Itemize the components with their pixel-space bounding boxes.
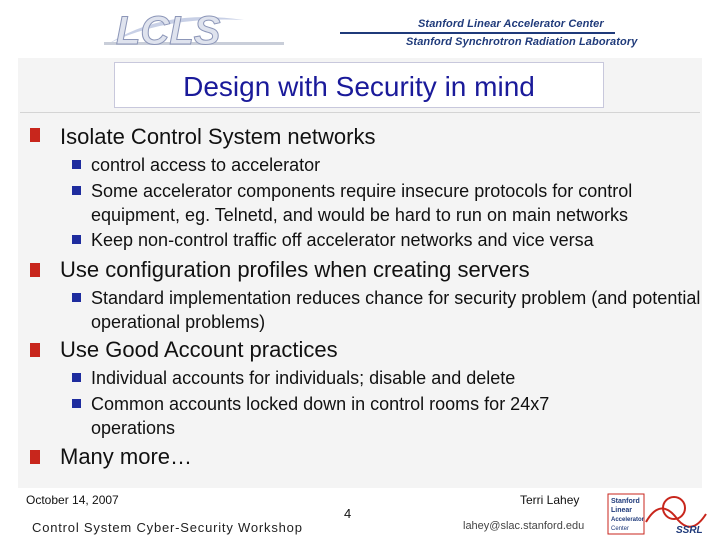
bullet-config-profiles: Use configuration profiles when creating servers xyxy=(60,257,530,282)
header-rule xyxy=(340,32,615,34)
sub-bullet-access: control access to accelerator xyxy=(91,155,321,175)
slac-ssrl-logo xyxy=(606,492,710,536)
title-box xyxy=(114,62,604,108)
bullet-l2-icon xyxy=(72,399,81,408)
sub-bullet-protocols: Some accelerator components require insecure protocols for control equipment, eg. Telnetd, and would be hard to run on main networks xyxy=(91,181,633,225)
bullet-l1-icon xyxy=(30,263,40,277)
slide-title: Design with Security in mind xyxy=(183,71,535,102)
bullet-l1-icon xyxy=(30,128,40,142)
ssrl-label: Stanford Synchrotron Radiation Laboratory xyxy=(406,36,638,48)
sub-bullet-traffic: Keep non-control traffic off accelerator networks and vice versa xyxy=(91,230,594,250)
slac-label: Stanford Linear Accelerator Center xyxy=(418,18,604,30)
logo-text: LCLS xyxy=(116,9,221,52)
lcls-logo xyxy=(104,6,304,52)
sub-bullet-common: Common accounts locked down in control rooms for 24x7 operations xyxy=(91,394,550,438)
bullet-l2-icon xyxy=(72,186,81,195)
bullet-l1-icon xyxy=(30,343,40,357)
footer-email: lahey@slac.stanford.edu xyxy=(463,520,585,532)
bullet-accounts: Use Good Account practices xyxy=(60,337,338,362)
bullet-many-more: Many more… xyxy=(60,444,193,469)
bullet-l1-icon xyxy=(30,450,40,464)
logo-line-2: Linear xyxy=(611,507,633,514)
sub-bullet-individual: Individual accounts for individuals; disable and delete xyxy=(91,368,516,388)
logo-line-4: Center xyxy=(611,526,630,532)
footer-workshop: Control System Cyber-Security Workshop xyxy=(32,520,303,535)
bullet-l2-icon xyxy=(72,160,81,169)
logo-line-1: Stanford xyxy=(611,498,640,505)
ssrl-mark: SSRL xyxy=(676,525,703,536)
bullet-l2-icon xyxy=(72,293,81,302)
bullet-l2-icon xyxy=(72,235,81,244)
bullet-l2-icon xyxy=(72,373,81,382)
footer-presenter: Terri Lahey xyxy=(520,493,580,507)
title-divider xyxy=(20,112,700,113)
bullet-isolate: Isolate Control System networks xyxy=(60,124,376,149)
page-number: 4 xyxy=(344,506,352,521)
sub-bullet-standard: Standard implementation reduces chance for security problem (and potential operational problems) xyxy=(91,288,701,332)
footer-date: October 14, 2007 xyxy=(26,493,119,507)
logo-line-3: Accelerator xyxy=(611,517,645,523)
slide-header xyxy=(0,0,720,58)
